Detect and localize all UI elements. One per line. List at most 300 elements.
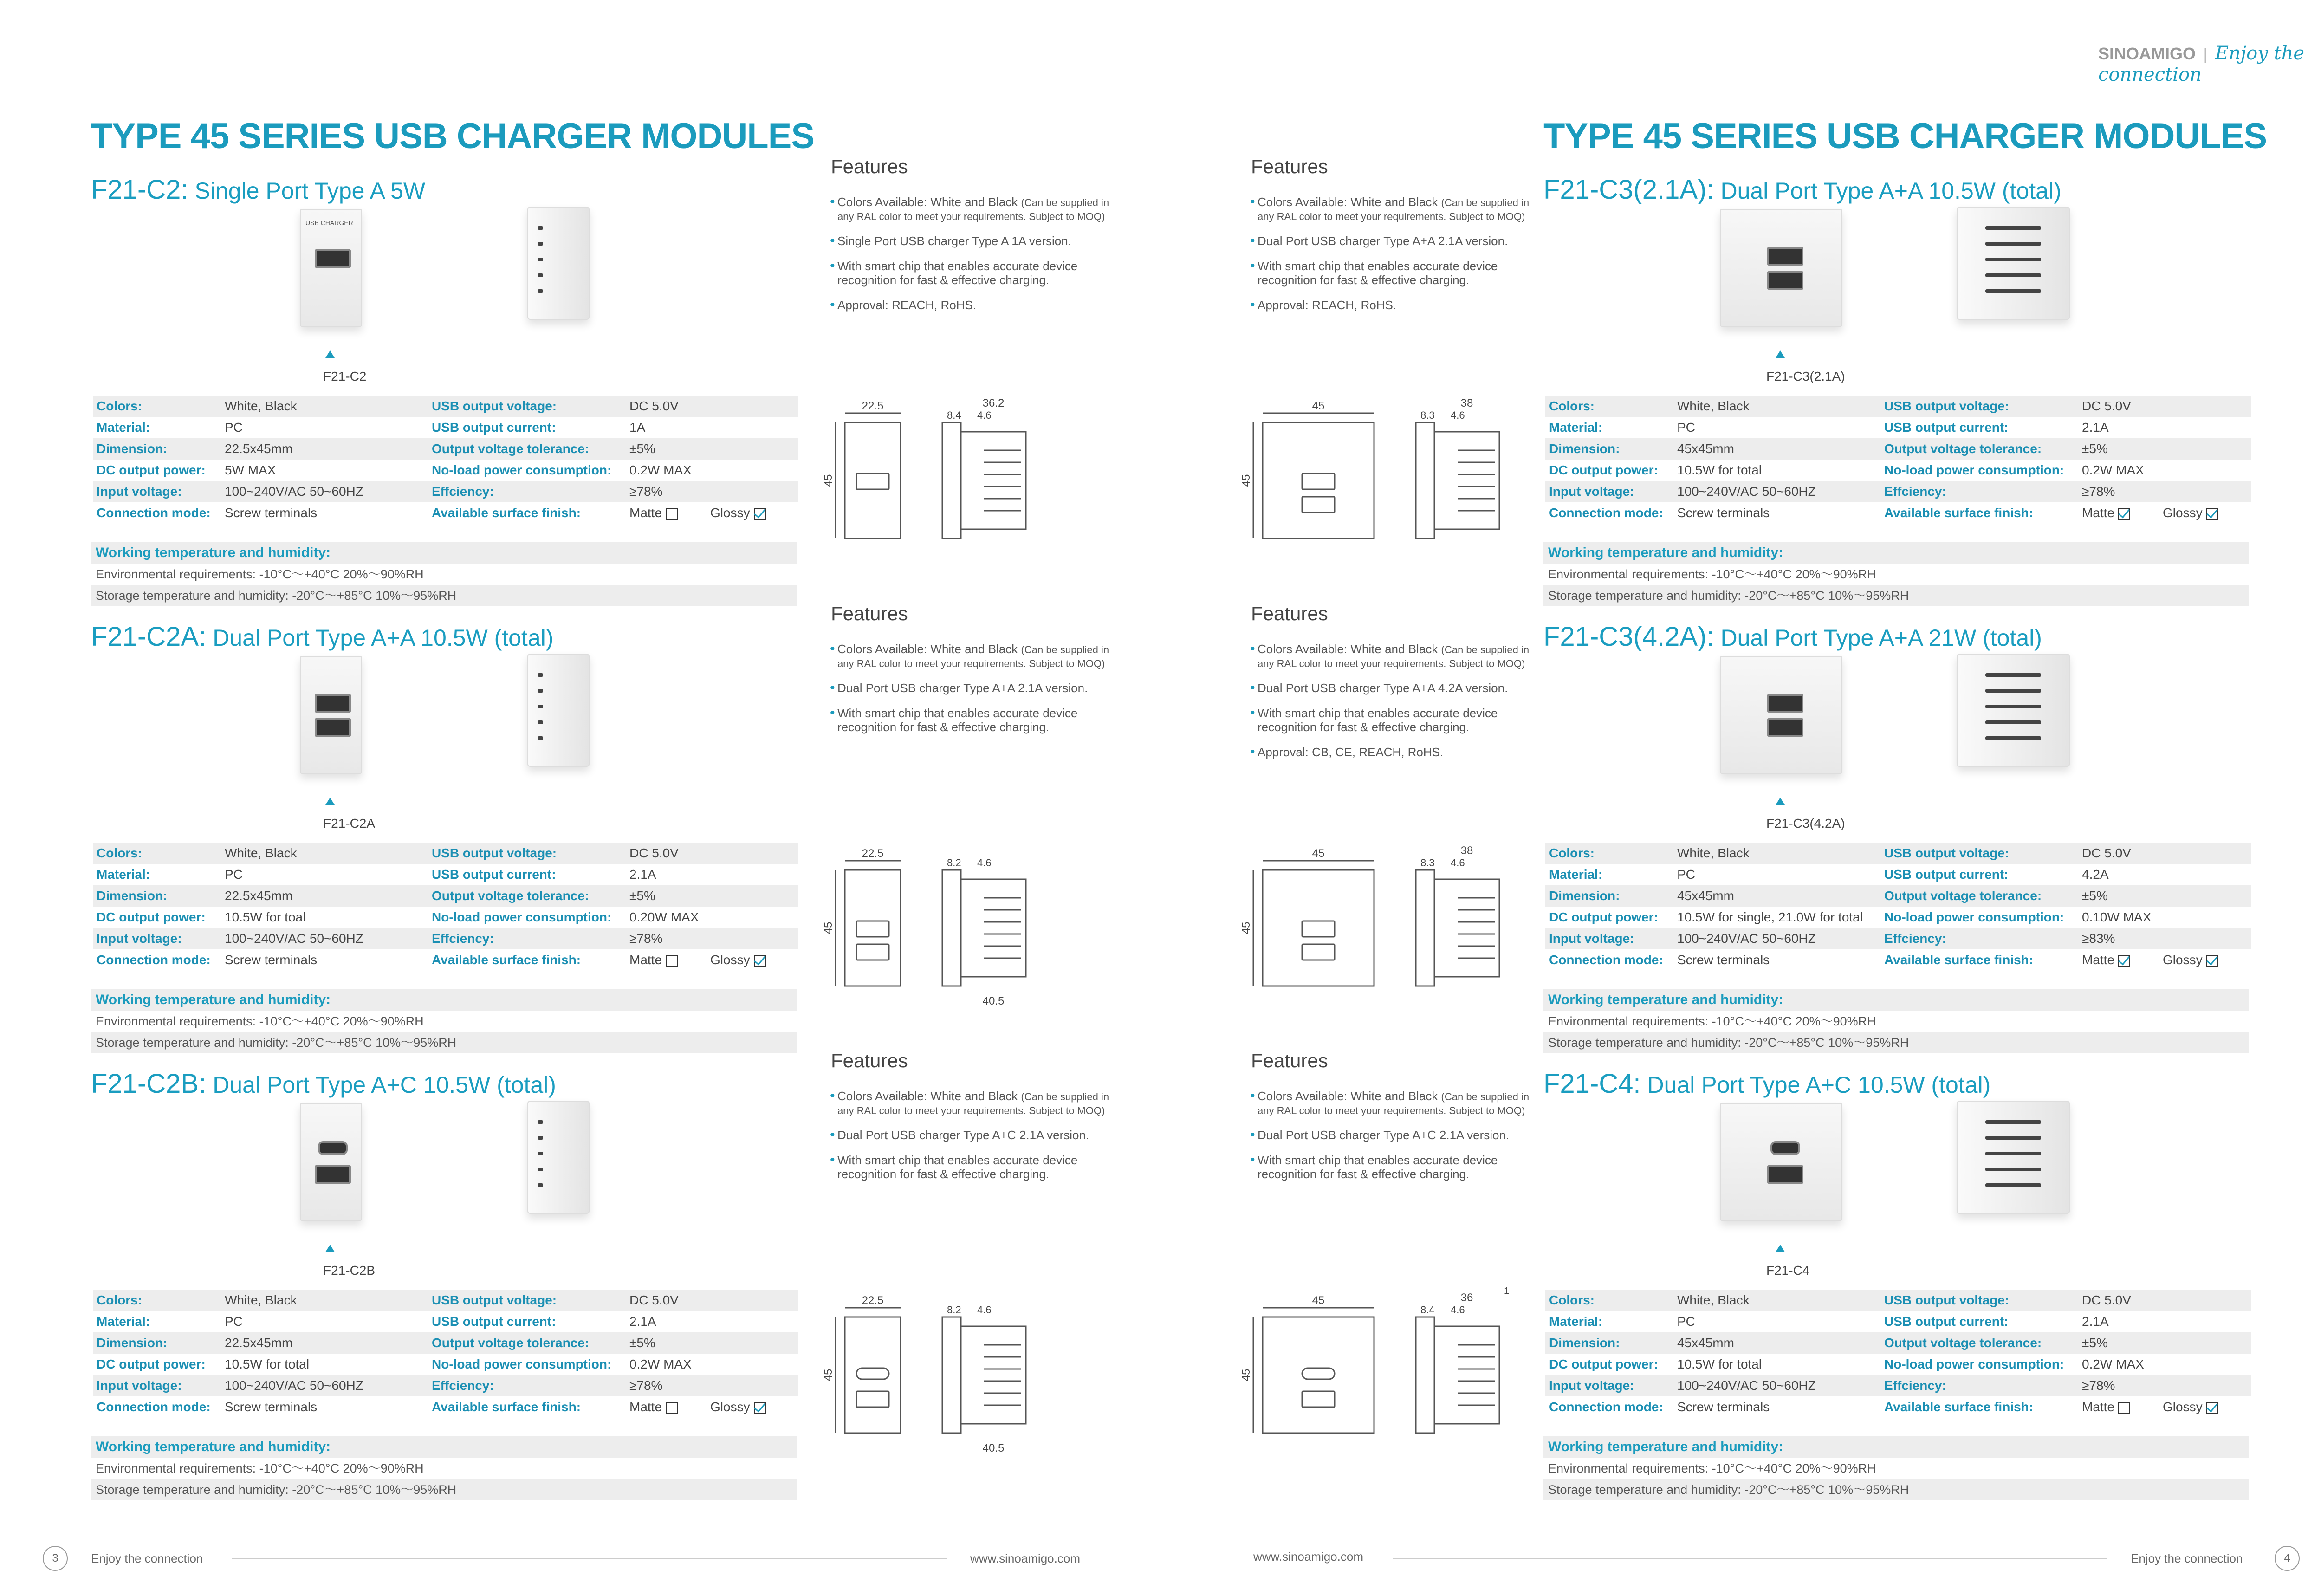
finish-matte-label: Matte — [629, 953, 662, 967]
brand-logo — [2098, 43, 2321, 85]
port-outline — [856, 921, 889, 937]
feature-item — [831, 706, 1114, 734]
spec-row — [1545, 885, 2251, 907]
feature-item — [831, 195, 1114, 223]
model-description: Dual Port Type A+C 10.5W (total) — [1647, 1072, 1991, 1098]
spec-value: 0.2W MAX — [629, 1357, 692, 1371]
spec-value: 45x45mm — [1677, 889, 1734, 903]
depth-dim-label: 38 — [1460, 397, 1473, 409]
spec-value: 2.1A — [2082, 1314, 2109, 1329]
feature-text: Colors Available: White and Black — [837, 195, 1018, 209]
spec-label: Colors: — [1549, 399, 1595, 413]
depth-dim-label: 36 — [1460, 1291, 1473, 1304]
photo-caption: F21-C3(2.1A) — [1766, 369, 1845, 383]
spec-label: Colors: — [97, 1293, 142, 1307]
model-code: F21-C4: — [1543, 1069, 1641, 1099]
terminal-slot — [1985, 1152, 2041, 1155]
spec-label: Material: — [1549, 1314, 1603, 1329]
finish-glossy-label: Glossy — [2163, 953, 2203, 967]
storage-requirements: Storage temperature and humidity: -20°C～+85°C 10%～95%RH — [1543, 1032, 2249, 1053]
feature-text: With smart chip that enables accurate device recognition for fast & effective charging. — [837, 1153, 1078, 1181]
height-dim-label: 45 — [1240, 1369, 1252, 1382]
spec-label: DC output power: — [97, 463, 206, 477]
spec-row — [1545, 928, 2251, 949]
photo-caption: F21-C4 — [1766, 1263, 1810, 1278]
spec-row — [1545, 438, 2251, 460]
spec-row — [93, 1311, 798, 1332]
spec-row — [1545, 1311, 2251, 1332]
spec-row — [1545, 949, 2251, 971]
spec-value: 10.5W for total — [1677, 1357, 1762, 1371]
model-title — [1543, 621, 2042, 652]
port-outline — [856, 474, 889, 489]
spec-label: Input voltage: — [97, 484, 182, 499]
feature-note: (Can be supplied in any RAL color to meet your requirements. Subject to MOQ) — [837, 1091, 1109, 1116]
spec-value: White, Black — [225, 1293, 297, 1307]
terminal-slot — [538, 673, 543, 677]
spec-label: Connection mode: — [97, 1400, 211, 1414]
dimension-drawing — [822, 842, 1086, 1009]
model-code: F21-C2A: — [91, 622, 207, 652]
pointer-triangle-icon — [1776, 798, 1785, 805]
spec-row — [1545, 864, 2251, 885]
spec-label: USB output voltage: — [432, 846, 557, 860]
feature-text: With smart chip that enables accurate device recognition for fast & effective charging. — [1258, 706, 1498, 734]
spec-label: Connection mode: — [1549, 953, 1663, 967]
port-outline — [1302, 921, 1335, 937]
finish-matte-checkbox[interactable] — [2118, 955, 2130, 967]
spec-label: Dimension: — [97, 889, 168, 903]
feature-item — [831, 234, 1114, 248]
model-code: F21-C2B: — [91, 1069, 207, 1099]
model-title — [91, 621, 553, 652]
terminal-slot — [538, 1183, 543, 1187]
spec-value: Screw terminals — [225, 1400, 318, 1414]
port-outline — [856, 1391, 889, 1407]
spec-value: PC — [1677, 420, 1695, 435]
height-dim-label: 45 — [1240, 921, 1252, 934]
terminal-slot — [538, 1168, 543, 1171]
spec-label: Effciency: — [1884, 931, 1946, 946]
finish-glossy-checkbox[interactable] — [2206, 508, 2218, 520]
spec-label: No-load power consumption: — [432, 1357, 612, 1371]
usb-a-port — [315, 249, 351, 268]
spec-value: 100~240V/AC 50~60HZ — [225, 931, 363, 946]
features-list — [1251, 1089, 1534, 1192]
dim-b-label: 4.6 — [1451, 409, 1465, 421]
port-outline — [1302, 1368, 1335, 1379]
spec-value: DC 5.0V — [629, 1293, 679, 1307]
model-title — [1543, 1068, 1990, 1099]
spec-row — [1545, 1375, 2251, 1396]
spec-value: ±5% — [2082, 889, 2108, 903]
finish-matte-checkbox[interactable] — [666, 955, 678, 967]
dim-b-label: 4.6 — [977, 1304, 992, 1316]
spec-value: 0.10W MAX — [2082, 910, 2152, 924]
spec-label: Output voltage tolerance: — [432, 1336, 590, 1350]
environment-requirements: Environmental requirements: -10°C～+40°C 20%～90%RH — [1548, 1461, 1876, 1475]
spec-label: USB output current: — [432, 420, 556, 435]
spec-label: Effciency: — [1884, 484, 1946, 499]
spec-value: ≥78% — [629, 1378, 663, 1393]
spec-row — [1545, 843, 2251, 864]
terminal-slot — [538, 258, 543, 261]
usb-a-port — [1767, 1165, 1803, 1184]
feature-text: Approval: CB, CE, REACH, RoHS. — [1258, 745, 1444, 759]
spec-row — [93, 396, 798, 417]
front-outline — [1263, 422, 1374, 538]
front-outline — [1263, 870, 1374, 986]
spec-value: Screw terminals — [1677, 953, 1770, 967]
working-temp-heading: Working temperature and humidity: — [91, 542, 797, 564]
page-number-right: 4 — [2275, 1546, 2300, 1571]
spec-row — [1545, 481, 2251, 502]
surface-finish-options — [626, 949, 798, 971]
features-list — [831, 195, 1114, 323]
feature-item — [1251, 1128, 1534, 1142]
spec-value: ±5% — [2082, 441, 2108, 456]
finish-matte-checkbox[interactable] — [666, 508, 678, 520]
product-photo-front — [1720, 1103, 1842, 1221]
spec-label: USB output voltage: — [432, 1293, 557, 1307]
spec-label: USB output voltage: — [432, 399, 557, 413]
terminal-slot — [1985, 1136, 2041, 1140]
dim-extra-label: 1 — [1504, 1286, 1510, 1296]
model-description: Single Port Type A 5W — [194, 178, 426, 204]
spec-label: No-load power consumption: — [1884, 1357, 2064, 1371]
features-heading: Features — [831, 1050, 908, 1071]
footer-slogan-right: Enjoy the connection — [2131, 1551, 2243, 1565]
product-photo-front — [300, 209, 362, 327]
storage-requirements: Storage temperature and humidity: -20°C～+85°C 10%～95%RH — [91, 1032, 797, 1053]
finish-matte-checkbox[interactable] — [2118, 508, 2130, 520]
height-dim-label: 45 — [822, 474, 835, 487]
spec-table — [93, 1290, 798, 1418]
dim-b-label: 4.6 — [1451, 857, 1465, 869]
working-temp-heading: Working temperature and humidity: — [1543, 989, 2249, 1011]
spec-value: 2.1A — [629, 867, 656, 882]
spec-label: Material: — [97, 867, 150, 882]
spec-label: Colors: — [97, 399, 142, 413]
features-list — [831, 642, 1114, 745]
photo-caption: F21-C3(4.2A) — [1766, 816, 1845, 830]
depth-dim-label: 36.2 — [982, 397, 1005, 409]
footer-url-left[interactable]: www.sinoamigo.com — [970, 1551, 1080, 1565]
spec-label: Connection mode: — [1549, 1400, 1663, 1414]
spec-label: Input voltage: — [1549, 484, 1634, 499]
terminal-slot — [538, 273, 543, 277]
feature-item — [831, 259, 1114, 287]
feature-item — [1251, 1089, 1534, 1117]
working-temp-heading: Working temperature and humidity: — [91, 989, 797, 1011]
feature-item — [1251, 195, 1534, 223]
height-dim-label: 45 — [822, 921, 835, 934]
feature-item — [1251, 681, 1534, 695]
spec-label: Output voltage tolerance: — [1884, 441, 2042, 456]
spec-row — [93, 1354, 798, 1375]
terminal-slot — [1985, 1183, 2041, 1187]
terminal-slot — [1985, 258, 2041, 261]
port-outline — [1302, 474, 1335, 489]
spec-label: Connection mode: — [1549, 506, 1663, 520]
environment-requirements: Environmental requirements: -10°C～+40°C 20%～90%RH — [1548, 567, 1876, 581]
environment-requirements: Environmental requirements: -10°C～+40°C 20%～90%RH — [1548, 1014, 1876, 1028]
spec-value: ±5% — [2082, 1336, 2108, 1350]
feature-text: With smart chip that enables accurate device recognition for fast & effective charging. — [837, 259, 1078, 287]
terminal-slot — [538, 1120, 543, 1124]
spec-value: White, Black — [225, 399, 297, 413]
footer-slogan-left: Enjoy the connection — [91, 1551, 203, 1565]
usb-a-port — [1767, 271, 1803, 290]
side-body-outline — [961, 879, 1026, 977]
feature-text: Colors Available: White and Black — [1258, 1089, 1438, 1103]
spec-value: 0.2W MAX — [2082, 463, 2144, 477]
footer-rule-right — [1393, 1558, 2107, 1559]
spec-value: PC — [1677, 1314, 1695, 1329]
model-description: Dual Port Type A+C 10.5W (total) — [213, 1072, 556, 1098]
spec-value: White, Black — [225, 846, 297, 860]
finish-matte-label: Matte — [2082, 1400, 2115, 1414]
spec-label: No-load power consumption: — [432, 463, 612, 477]
side-flange-outline — [1416, 1317, 1434, 1433]
feature-text: Dual Port USB charger Type A+C 2.1A version. — [1258, 1128, 1510, 1142]
feature-text: Single Port USB charger Type A 1A version. — [837, 234, 1071, 248]
side-flange-outline — [942, 422, 961, 538]
feature-text: Colors Available: White and Black — [837, 1089, 1018, 1103]
spec-value: DC 5.0V — [629, 399, 679, 413]
feature-note: (Can be supplied in any RAL color to meet your requirements. Subject to MOQ) — [837, 644, 1109, 669]
side-flange-outline — [1416, 422, 1434, 538]
usb-a-port — [1767, 694, 1803, 713]
terminal-slot — [1985, 226, 2041, 230]
front-outline — [845, 870, 901, 986]
feature-text: Dual Port USB charger Type A+C 2.1A version. — [837, 1128, 1089, 1142]
finish-glossy-checkbox[interactable] — [2206, 955, 2218, 967]
dim-b-label: 4.6 — [977, 409, 992, 421]
terminal-slot — [1985, 273, 2041, 277]
feature-text: Colors Available: White and Black — [837, 642, 1018, 656]
spec-row — [93, 864, 798, 885]
spec-value: 4.2A — [2082, 867, 2109, 882]
spec-label: DC output power: — [97, 910, 206, 924]
terminal-slot — [538, 289, 543, 293]
dim-a-label: 8.3 — [1420, 857, 1435, 869]
spec-value: 1A — [629, 420, 646, 435]
features-list — [1251, 642, 1534, 770]
spec-row — [93, 949, 798, 971]
features-heading: Features — [831, 156, 908, 177]
spec-label: Input voltage: — [1549, 1378, 1634, 1393]
spec-value: 10.5W for toal — [225, 910, 306, 924]
finish-glossy-checkbox[interactable] — [754, 955, 766, 967]
spec-row — [93, 885, 798, 907]
finish-matte-checkbox[interactable] — [666, 1402, 678, 1414]
photo-caption: F21-C2B — [323, 1263, 376, 1278]
height-dim-label: 45 — [1240, 474, 1252, 487]
model-description: Dual Port Type A+A 10.5W (total) — [213, 625, 554, 651]
product-photo-rear — [527, 654, 590, 767]
spec-label: Output voltage tolerance: — [432, 889, 590, 903]
spec-value: 100~240V/AC 50~60HZ — [1677, 484, 1816, 499]
usb-c-port — [318, 1141, 348, 1155]
finish-glossy-label: Glossy — [710, 506, 750, 520]
spec-label: Available surface finish: — [1884, 506, 2034, 520]
spec-value: PC — [225, 867, 243, 882]
spec-value: 22.5x45mm — [225, 889, 293, 903]
spec-row — [93, 1396, 798, 1418]
usb-a-port — [1767, 718, 1803, 737]
width-dim-label: 22.5 — [862, 400, 884, 412]
spec-label: Connection mode: — [97, 506, 211, 520]
finish-matte-label: Matte — [2082, 953, 2115, 967]
width-dim-label: 45 — [1312, 400, 1325, 412]
surface-finish-options — [626, 1396, 798, 1418]
feature-item — [831, 1089, 1114, 1117]
depth-dim-label: 38 — [1460, 844, 1473, 857]
features-heading: Features — [1251, 603, 1328, 624]
pointer-triangle-icon — [325, 350, 335, 358]
spec-table — [1545, 1290, 2251, 1418]
spec-value: ±5% — [629, 441, 655, 456]
spec-value: 100~240V/AC 50~60HZ — [1677, 931, 1816, 946]
product-photo-rear — [1957, 1101, 2070, 1214]
spec-value: DC 5.0V — [2082, 1293, 2131, 1307]
finish-glossy-checkbox[interactable] — [754, 1402, 766, 1414]
environment-requirements: Environmental requirements: -10°C～+40°C 20%～90%RH — [96, 1014, 424, 1028]
surface-finish-options — [626, 502, 798, 524]
terminal-slot — [538, 1136, 543, 1140]
spec-row — [1545, 1354, 2251, 1375]
spec-label: Available surface finish: — [432, 506, 581, 520]
spec-label: Available surface finish: — [432, 953, 581, 967]
spec-value: ≥78% — [2082, 484, 2115, 499]
features-list — [831, 1089, 1114, 1192]
spec-value: White, Black — [1677, 399, 1750, 413]
port-outline — [1302, 1391, 1335, 1407]
photo-caption: F21-C2A — [323, 816, 376, 830]
spec-value: ≥83% — [2082, 931, 2115, 946]
dim-a-label: 8.2 — [947, 1304, 961, 1316]
pointer-triangle-icon — [1776, 350, 1785, 358]
dim-a-label: 8.2 — [947, 857, 961, 869]
environment-requirements: Environmental requirements: -10°C～+40°C 20%～90%RH — [96, 1461, 424, 1475]
spec-row — [93, 1375, 798, 1396]
spec-value: 100~240V/AC 50~60HZ — [1677, 1378, 1816, 1393]
product-photo-front — [300, 1103, 362, 1221]
model-code: F21-C2: — [91, 175, 188, 205]
dim-a-label: 8.4 — [1420, 1304, 1435, 1316]
feature-note: (Can be supplied in any RAL color to meet your requirements. Subject to MOQ) — [1258, 644, 1530, 669]
dim-a-label: 8.3 — [1420, 409, 1435, 421]
spec-label: USB output current: — [1884, 1314, 2009, 1329]
finish-matte-checkbox[interactable] — [2118, 1402, 2130, 1414]
storage-requirements: Storage temperature and humidity: -20°C～+85°C 10%～95%RH — [1543, 1479, 2249, 1500]
spec-value: PC — [1677, 867, 1695, 882]
terminal-slot — [1985, 720, 2041, 724]
spec-label: Material: — [1549, 420, 1603, 435]
spec-label: USB output current: — [432, 867, 556, 882]
spec-label: USB output current: — [1884, 867, 2009, 882]
spec-label: Colors: — [97, 846, 142, 860]
spec-label: Output voltage tolerance: — [432, 441, 590, 456]
product-photo-rear — [527, 1101, 590, 1214]
finish-glossy-label: Glossy — [710, 1400, 750, 1414]
finish-glossy-label: Glossy — [710, 953, 750, 967]
product-photo-front — [1720, 656, 1842, 774]
terminal-slot — [538, 720, 543, 724]
brand-divider: | — [2203, 45, 2208, 63]
spec-value: PC — [225, 420, 243, 435]
finish-glossy-checkbox[interactable] — [754, 508, 766, 520]
spec-row — [93, 438, 798, 460]
feature-item — [831, 681, 1114, 695]
spec-row — [1545, 417, 2251, 438]
spec-row — [1545, 1332, 2251, 1354]
features-heading: Features — [831, 603, 908, 624]
spec-row — [1545, 907, 2251, 928]
feature-item — [831, 1153, 1114, 1181]
features-heading: Features — [1251, 156, 1328, 177]
spec-value: 22.5x45mm — [225, 1336, 293, 1350]
spec-label: Output voltage tolerance: — [1884, 889, 2042, 903]
finish-glossy-checkbox[interactable] — [2206, 1402, 2218, 1414]
spec-value: PC — [225, 1314, 243, 1329]
terminal-slot — [1985, 1120, 2041, 1124]
spec-value: Screw terminals — [225, 506, 318, 520]
spec-value: Screw terminals — [1677, 506, 1770, 520]
front-outline — [1263, 1317, 1374, 1433]
side-body-outline — [961, 1326, 1026, 1424]
width-dim-label: 22.5 — [862, 1294, 884, 1307]
product-photo-rear — [1957, 207, 2070, 320]
feature-text: Dual Port USB charger Type A+A 4.2A version. — [1258, 681, 1508, 695]
spec-row — [93, 907, 798, 928]
spec-table — [93, 843, 798, 971]
feature-item — [1251, 706, 1534, 734]
spec-value: 10.5W for single, 21.0W for total — [1677, 910, 1863, 924]
photo-caption: F21-C2 — [323, 369, 367, 383]
footer-url-right[interactable]: www.sinoamigo.com — [1253, 1550, 1363, 1564]
width-dim-label: 45 — [1312, 1294, 1325, 1307]
spec-row — [93, 1332, 798, 1354]
dimension-drawing — [822, 395, 1086, 562]
spec-value: 100~240V/AC 50~60HZ — [225, 484, 363, 499]
front-outline — [845, 1317, 901, 1433]
working-temp-heading: Working temperature and humidity: — [1543, 542, 2249, 564]
spec-row — [1545, 460, 2251, 481]
spec-label: USB output voltage: — [1884, 399, 2010, 413]
feature-item — [1251, 298, 1534, 312]
spec-row — [1545, 1396, 2251, 1418]
width-dim-label: 45 — [1312, 847, 1325, 860]
spec-label: DC output power: — [1549, 463, 1658, 477]
height-dim-label: 45 — [822, 1369, 835, 1382]
spec-label: USB output current: — [1884, 420, 2009, 435]
pointer-triangle-icon — [325, 798, 335, 805]
terminal-slot — [1985, 705, 2041, 708]
spec-label: Available surface finish: — [1884, 1400, 2034, 1414]
spec-value: DC 5.0V — [2082, 399, 2131, 413]
spec-value: ≥78% — [629, 931, 663, 946]
spec-label: Effciency: — [1884, 1378, 1946, 1393]
spec-value: 0.2W MAX — [629, 463, 692, 477]
product-photo-front — [1720, 209, 1842, 327]
terminal-slot — [1985, 673, 2041, 677]
model-description: Dual Port Type A+A 21W (total) — [1720, 625, 2042, 651]
spec-table — [1545, 396, 2251, 524]
spec-row — [93, 481, 798, 502]
model-code: F21-C3(2.1A): — [1543, 175, 1714, 205]
